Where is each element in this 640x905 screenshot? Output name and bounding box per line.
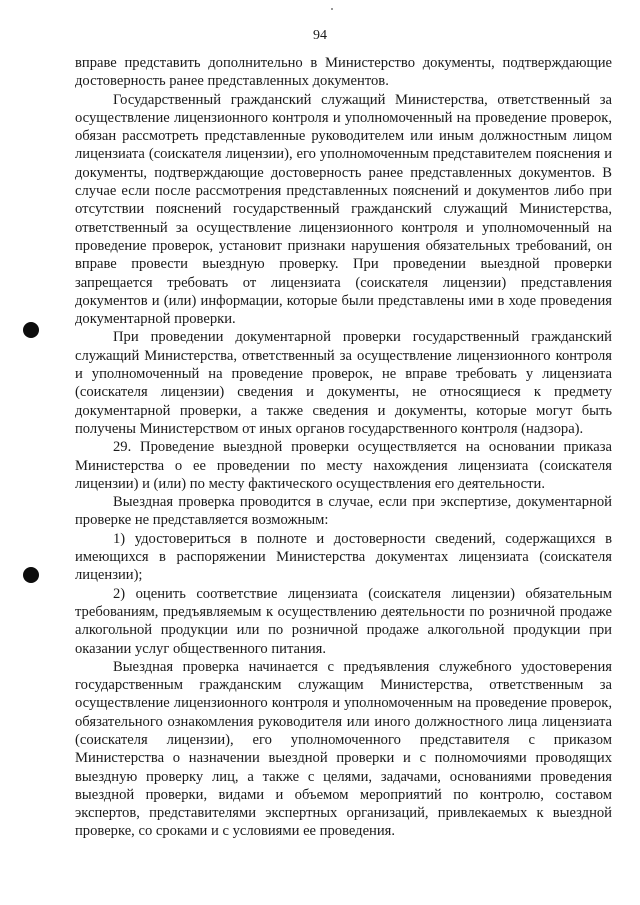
document-body [75,54,612,841]
paragraph: При проведении документарной проверки государственный гражданский служащий Министерства, ответственный за осуществление лицензионного контроля и уполномоченный на проведение проверок, не вправе требовать у лицензиата (соискателя лицензии) сведения и документы, не относящиеся к предмету документарной проверки, а также сведения и документы, которые могут быть получены Министерством от иных органов государственного контроля (надзора). [75,329,612,437]
list-item: 1) удостовериться в полноте и достоверности сведений, содержащихся в имеющихся в распоряжении Министерства документах лицензиата (соискателя лицензии); [75,530,612,584]
paragraph: Государственный гражданский служащий Министерства, ответственный за осуществление лицензионного контроля и уполномоченный на проведение проверок, обязан рассмотреть представленные руководителем или иным должностным лицом лицензиата (соискателя лицензии), его уполномоченным представителем пояснения и документы, подтверждающие достоверность ранее представленных документов. В случае если после рассмотрения представленных пояснений и документов либо при отсутствии пояснений государственный гражданский служащий Министерства, ответственный за осуществление лицензионного контроля и уполномоченный на проведение проверок, установит признаки нарушения обязательных требований, он вправе провести выездную проверку. При проведении выездной проверки запрещается требовать от лицензиата (соискателя лицензии) представления документов и (или) информации, которые были представлены ими в ходе проведения документарной проверки. [75,91,612,328]
scan-speck [331,8,333,10]
punch-hole-mark [23,567,39,583]
list-item: 2) оценить соответствие лицензиата (соискателя лицензии) обязательным требованиям, предъявляемым к осуществлению деятельности по розничной продаже алкогольной продукции или по розничной продаже алкогольной продукции при оказании услуг общественного питания. [75,585,612,657]
paragraph: 29. Проведение выездной проверки осуществляется на основании приказа Министерства о ее проведении по месту нахождения лицензиата (соискателя лицензии) и (или) по месту фактического осуществления его деятельности. [75,439,612,492]
punch-hole-mark [23,322,39,338]
paragraph: Выездная проверка начинается с предъявления служебного удостоверения государственным гражданским служащим Министерства, ответственным за осуществление лицензионного контроля и уполномоченным на проведение проверок, обязательного ознакомления руководителя или иного должностного лица лицензиата (соискателя лицензии), его уполномоченного представителя с приказом Министерства о назначении выездной проверки и с полномочиями проводящих выездную проверку лиц, а также с целями, задачами, основаниями проведения выездной проверки, видами и объемом мероприятий по контролю, составом экспертов, представителями экспертных организаций, привлекаемых к выездной проверке, со сроками и с условиями ее проведения. [75,658,612,840]
page-number: 94 [313,28,327,43]
paragraph: Выездная проверка проводится в случае, если при экспертизе, документарной проверке не представляется возможным: [75,494,612,529]
paragraph: вправе представить дополнительно в Министерство документы, подтверждающие достоверность ранее представленных документов. [75,55,612,90]
